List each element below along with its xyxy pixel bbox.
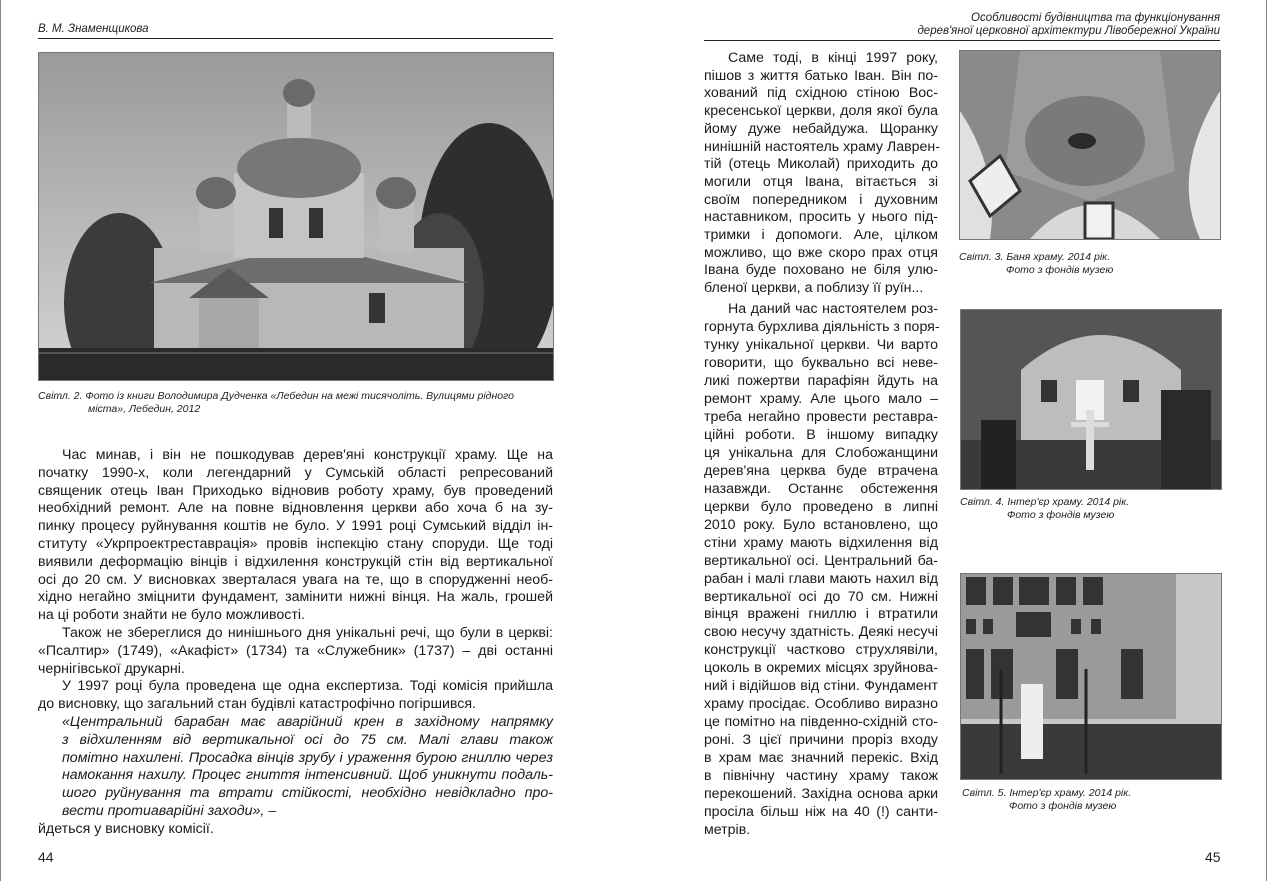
photo-5-caption-line-2: Фото з фондів музею	[1009, 800, 1117, 812]
left-header-rule	[38, 38, 553, 39]
photo-2-caption-line-1: Світл. 2. Фото із книги Володимира Дудченка «Лебедин на межі тисячоліть. Вулицями рідного	[38, 390, 514, 402]
text-line: на ці роботи знайти не було можливості.	[38, 607, 305, 624]
text-line: ремонт храму. Але цього мало –	[704, 390, 938, 407]
text-line: бленої церкви, а поблизу її руїн...	[704, 280, 924, 297]
text-line: ний і відійшов від стіни. Фундамент	[704, 678, 938, 695]
photo-4-caption-line-1: Світл. 4. Інтер'єр храму. 2014 рік.	[960, 496, 1130, 508]
text-line: з відхиленням від вертикальної осі до 75 см. Малі глави також	[62, 731, 553, 748]
text-line: назавжди. Останнє обстеження	[704, 480, 938, 497]
text-line: ця унікальна для Слобожанщини	[704, 444, 938, 461]
text-line: перекошений. Західна основа арки	[704, 786, 938, 803]
text-line: своїм попередником і духовним	[704, 191, 938, 208]
text-line: хідно негайно зміцнити фундамент, замінити нижні вінця. На жаль, грошей	[38, 589, 553, 606]
text-line: говорити, що буквально всі неве-	[704, 354, 938, 371]
photo-3-caption-line-1: Світл. 3. Баня храму. 2014 рік.	[959, 251, 1111, 263]
page-number-right: 45	[1205, 849, 1221, 865]
church-exterior-photo	[38, 52, 554, 381]
text-line: наставником, просить у нього під-	[704, 209, 938, 226]
text-line: цоколь в окремих місцях зруйнова-	[704, 660, 938, 677]
text-line: На даний час настоятелем роз-	[728, 301, 938, 317]
text-line: хований під східною стіною Вос-	[704, 85, 938, 102]
dome-interior-photo	[959, 50, 1221, 240]
text-line: ституту «Укрпроектреставрація» провів інспекцію стану споруди. Ще тоді	[38, 536, 553, 552]
text-line: вести протиаварійні заходи», –	[62, 803, 277, 819]
right-header-rule	[704, 40, 1220, 41]
text-line: треба негайно провести реставра-	[704, 408, 938, 425]
church-interior-photo-1	[960, 309, 1222, 490]
text-line: дерев'яна церква буде втрачена	[704, 462, 938, 479]
photo-4-caption-line-2: Фото з фондів музею	[1007, 509, 1115, 521]
text-line: «Псалтир» (1749), «Акафіст» (1734) та «Служебник» (1737) – дві останні	[38, 642, 553, 659]
text-line: шого руйнування та втрати стійкості, необхідно невідкладно про-	[62, 785, 553, 802]
text-line: церкви було проведено в липні	[704, 498, 938, 515]
text-line: пішов з життя батько Іван. Він по-	[704, 67, 938, 84]
iconostasis-photo	[960, 573, 1222, 780]
text-line: горнута бурхлива діяльність з поря-	[704, 318, 940, 335]
text-line: роні. З цієї причини проріз входу	[704, 732, 938, 749]
text-line: вертикальної осі. Центральний ба-	[704, 552, 938, 569]
text-line: в храм має значний перекіс. Вхід	[704, 750, 938, 767]
text-line: початку 1990-х, коли легендарний у Сумській області репресований	[38, 464, 553, 481]
right-running-header-line-1: Особливості будівництва та функціонування	[971, 12, 1220, 24]
text-line: помітно нахилені. Просадка вінців зрубу і ураження бурою гниллю через	[62, 749, 553, 766]
text-line: тій (отець Миколай) приходить до	[704, 156, 938, 173]
text-line: У 1997 році була проведена ще одна експертиза. Тоді комісія прийшла	[62, 678, 553, 695]
text-line: можливо, що вже скоро прах отця	[704, 244, 938, 261]
text-line: вертикальної осі до 70 см. Нижні	[704, 588, 938, 605]
text-line: пинку процесу руйнування коштів не було. У 1991 році Сумський відділ ін-	[38, 518, 553, 535]
text-line: Час минав, і він не пошкодував дерев'яні конструкції храму. Ще на	[62, 447, 553, 463]
text-line: виявили деформацію вінців і відхилення конструкцій стін від вертикальної	[38, 553, 553, 570]
left-running-header: В. М. Знаменщикова	[38, 23, 149, 35]
text-line: ційні роботи. В іншому випадку	[704, 426, 938, 443]
photo-5-caption-line-1: Світл. 5. Інтер'єр храму. 2014 рік.	[962, 787, 1132, 799]
text-line: йому дуже небайдужа. Щоранку	[704, 120, 938, 137]
text-line: Івана буде поховано не біля улю-	[704, 262, 938, 279]
text-line: тунку унікальної церкви. Чи варто	[704, 336, 938, 353]
text-line: храму просідає. Особливо виразно	[704, 696, 938, 713]
text-line: 2010 року. Було встановлено, що	[704, 516, 938, 533]
text-line: вінця вражені гниллю і втратили	[704, 606, 938, 623]
left-page-edge	[0, 0, 1, 881]
text-line: до висновку, що загальний стан будівлі катастрофічно погіршився.	[38, 696, 476, 713]
text-line: чернігівської друкарні.	[38, 660, 185, 677]
text-line: метрів.	[704, 822, 751, 839]
text-line: необхідний ремонт. Але на повне відновлення церкви або хоча б на зу-	[38, 500, 553, 517]
text-line: кресенської церкви, доля якої була	[704, 103, 938, 120]
text-line: свою несучу здатність. Деякі несучі	[704, 624, 938, 641]
page-number-left: 44	[38, 849, 54, 865]
photo-2-caption-line-2: міста», Лебедин, 2012	[88, 403, 201, 415]
text-line: тримки і допомоги. Але, цілком	[704, 227, 938, 243]
text-line: Саме тоді, в кінці 1997 року,	[728, 50, 938, 66]
text-line: нинішній настоятель храму Лаврен-	[704, 138, 940, 155]
text-line: йдеться у висновку комісії.	[38, 820, 214, 837]
text-line: Також не збереглися до нинішнього дня унікальні речі, що були в церкві:	[62, 625, 553, 641]
text-line: «Центральний барабан має аварійний крен в західному напрямку	[62, 714, 553, 730]
text-line: це помітно на південно-східній сто-	[704, 714, 938, 731]
text-line: рабан і малі глави мають нахил від	[704, 570, 938, 587]
text-line: в північну частину храму також	[704, 768, 938, 785]
text-line: просіла більш ніж на 40 (!) санти-	[704, 804, 938, 821]
text-line: могили отця Івана, вітається зі	[704, 173, 938, 190]
text-line: ликі пожертви парафіян йдуть на	[704, 372, 938, 389]
photo-3-caption-line-2: Фото з фондів музею	[1006, 264, 1114, 276]
text-line: осі до 20 см. У висновках зверталася увага на те, що в спорудженні необ-	[38, 571, 553, 588]
text-line: намокання нахилу. Процес гниття інтенсивний. Щоб уникнути подаль-	[62, 767, 553, 784]
text-line: стіни храму мають відхилення від	[704, 534, 938, 551]
text-line: священик отець Іван Приходько відновив роботу храму, був проведений	[38, 482, 553, 499]
text-line: конструкції частково струхлявіли,	[704, 642, 938, 659]
right-running-header-line-2: дерев'яної церковної архітектури Лівобережної України	[917, 25, 1220, 37]
